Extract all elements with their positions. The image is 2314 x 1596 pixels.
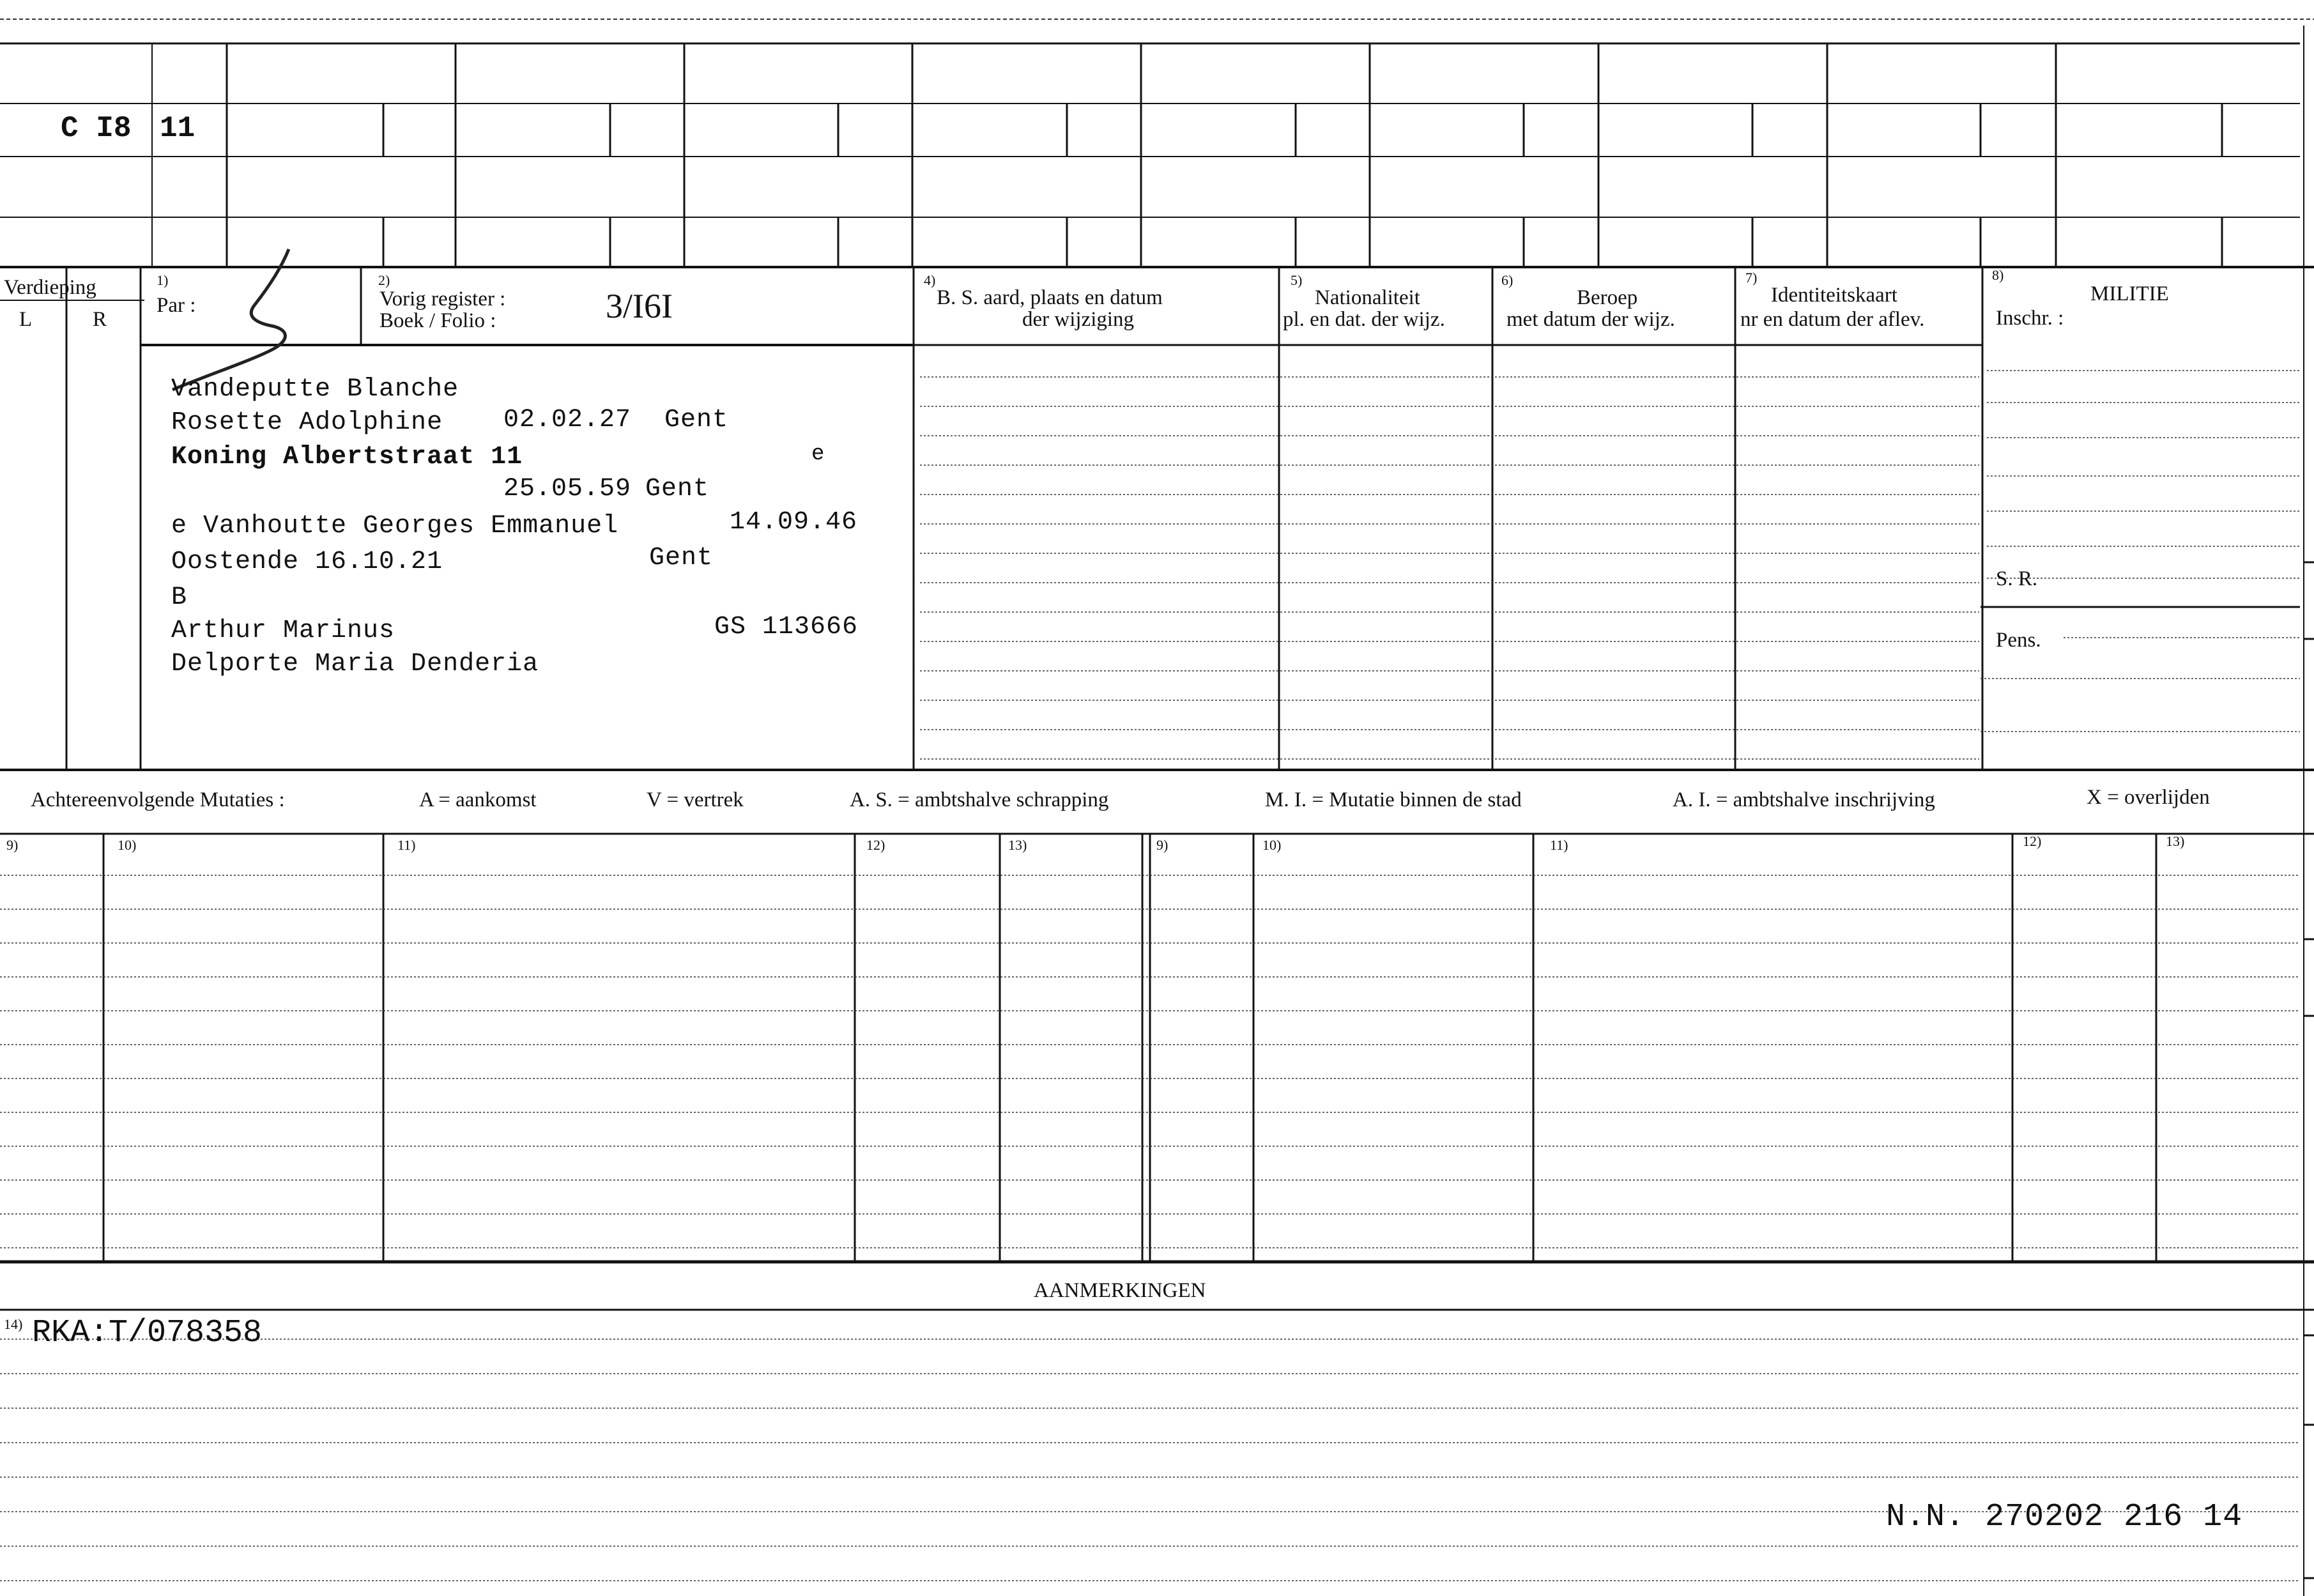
field-8-number: 8) xyxy=(1992,267,2004,283)
person-line-1: Vandeputte Blanche xyxy=(171,375,459,404)
legend-city-mutation: M. I. = Mutatie binnen de stad xyxy=(1265,788,1522,811)
field-1-label: Par : xyxy=(157,294,196,317)
mutation-col-11b: 11) xyxy=(1550,837,1568,853)
field-5-label-1: Nationaliteit xyxy=(1315,286,1420,309)
mutation-col-13: 13) xyxy=(1008,837,1027,853)
field-7-label-1: Identiteitskaart xyxy=(1771,284,1897,307)
field-6-number: 6) xyxy=(1501,272,1513,288)
person-line-7: B xyxy=(171,583,188,612)
legend-arrival: A = aankomst xyxy=(419,788,537,811)
person-place-2: Gent xyxy=(645,475,710,503)
remarks-number: 14) xyxy=(4,1316,23,1332)
militia-sr-label: S. R. xyxy=(1996,567,2038,590)
field-4-number: 4) xyxy=(924,272,936,288)
mutation-col-12: 12) xyxy=(866,837,885,853)
field-2-label-register: Vorig register : xyxy=(379,288,506,311)
person-address: Koning Albertstraat 11 xyxy=(171,443,523,472)
person-id-number: GS 113666 xyxy=(714,613,859,641)
card-number: 11 xyxy=(160,112,195,145)
field-6-label-1: Beroep xyxy=(1577,286,1638,309)
remarks-value: RKA:T/078358 xyxy=(32,1315,263,1351)
mutation-col-11: 11) xyxy=(397,837,416,853)
mutation-col-13b: 13) xyxy=(2166,833,2185,849)
legend-death: X = overlijden xyxy=(2087,786,2210,809)
field-1-number: 1) xyxy=(157,272,169,288)
militia-pens-label: Pens. xyxy=(1996,629,2041,652)
floor-right: R xyxy=(93,308,107,331)
field-5-label-2: pl. en dat. der wijz. xyxy=(1283,308,1445,331)
mutation-col-10: 10) xyxy=(118,837,137,853)
mutation-col-12b: 12) xyxy=(2023,833,2042,849)
legend-departure: V = vertrek xyxy=(647,788,744,811)
field-7-number: 7) xyxy=(1745,270,1758,286)
mutations-legend-title: Achtereenvolgende Mutaties : xyxy=(31,788,285,811)
person-mother: Delporte Maria Denderia xyxy=(171,650,539,679)
field-6-label-2: met datum der wijz. xyxy=(1506,308,1675,331)
person-father: Arthur Marinus xyxy=(171,617,395,645)
field-7-label-2: nr en datum der aflev. xyxy=(1740,308,1925,331)
mutation-col-9: 9) xyxy=(6,837,19,853)
legend-ex-officio-registration: A. I. = ambtshalve inschrijving xyxy=(1673,788,1935,811)
person-line-2a: Rosette Adolphine xyxy=(171,408,443,437)
card-code: C I8 xyxy=(61,112,132,145)
mutation-col-9b: 9) xyxy=(1156,837,1168,853)
legend-ex-officio-removal: A. S. = ambtshalve schrapping xyxy=(850,788,1109,811)
person-birthdate: 02.02.27 xyxy=(503,406,632,434)
person-date-2: 25.05.59 xyxy=(503,475,632,503)
national-number: N.N. 270202 216 14 xyxy=(1886,1499,2243,1535)
field-4-label-2: der wijziging xyxy=(1022,308,1135,331)
person-spouse: e Vanhoutte Georges Emmanuel xyxy=(171,512,619,541)
field-2-label-folio: Boek / Folio : xyxy=(379,309,496,332)
remarks-title: AANMERKINGEN xyxy=(1034,1279,1206,1302)
field-4-label-1: B. S. aard, plaats en datum xyxy=(937,286,1163,309)
militia-inschr-label: Inschr. : xyxy=(1996,307,2064,330)
floor-left: L xyxy=(19,308,33,331)
militia-title: MILITIE xyxy=(2090,282,2169,305)
floor-label: Verdieping xyxy=(4,276,96,299)
person-line-3b: e xyxy=(811,442,825,466)
person-birthplace: Gent xyxy=(664,406,729,434)
person-place-3: Gent xyxy=(649,544,714,572)
field-2-value: 3/I6I xyxy=(606,287,673,325)
person-spouse-birth: Oostende 16.10.21 xyxy=(171,548,443,576)
field-2-number: 2) xyxy=(378,272,390,288)
field-5-number: 5) xyxy=(1291,272,1303,288)
person-date-3: 14.09.46 xyxy=(730,508,858,537)
mutation-col-10b: 10) xyxy=(1262,837,1282,853)
